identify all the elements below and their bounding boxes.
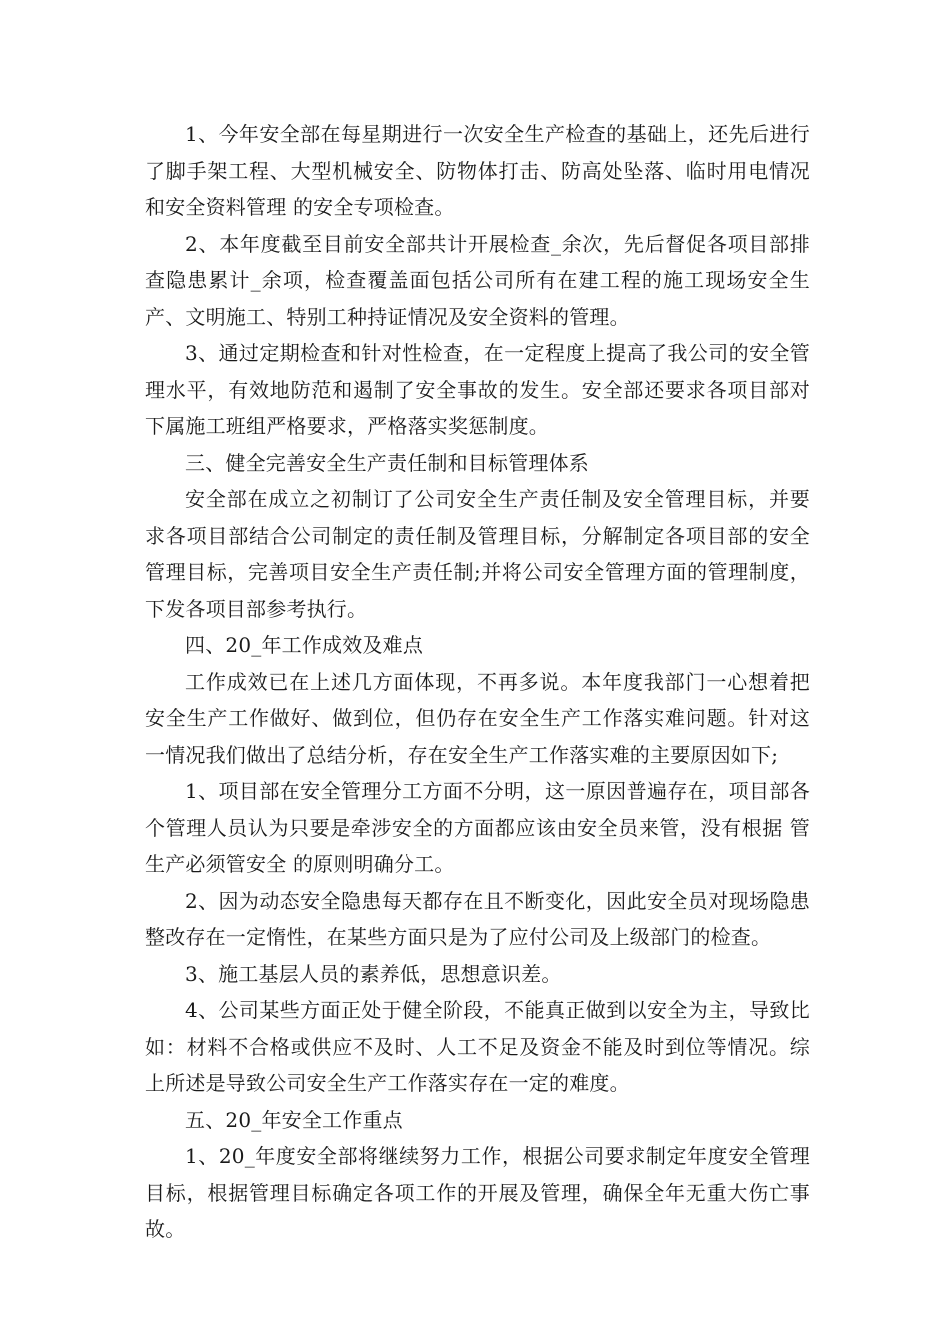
- paragraph-results-summary: 工作成效已在上述几方面体现，不再多说。本年度我部门一心想着把安全生产工作做好、做到位，但仍存在安全生产工作落实难问题。针对这一情况我们做出了总结分析，存在安全生产工作落实难的主要原因如下;: [145, 669, 810, 767]
- paragraph-inspection-frequency: 1、今年安全部在每星期进行一次安全生产检查的基础上，还先后进行了脚手架工程、大型机械安全、防物体打击、防高处坠落、临时用电情况和安全资料管理 的安全专项检查。: [145, 122, 810, 219]
- paragraph-inspection-count: 2、本年度截至目前安全部共计开展检查_余次，先后督促各项目部排查隐患累计_余项，检查覆盖面包括公司所有在建工程的施工现场安全生产、文明施工、特别工种持证情况及安全资料的管理。: [145, 231, 810, 329]
- paragraph-difficulty-division: 1、项目部在安全管理分工方面不分明，这一原因普遍存在，项目部各个管理人员认为只要是牵涉安全的方面都应该由安全员来管，没有根据 管生产必须管安全 的原则明确分工。: [145, 779, 810, 876]
- paragraph-responsibility-system: 安全部在成立之初制订了公司安全生产责任制及安全管理目标，并要求各项目部结合公司制定的责任制及管理目标，分解制定各项目部的安全管理目标，完善项目安全生产责任制;并将公司安全管理方面的管理制度，下发各项目部参考执行。: [145, 487, 810, 621]
- paragraph-difficulty-staff: 3、施工基层人员的素养低，思想意识差。: [185, 961, 562, 986]
- paragraph-inspection-effect: 3、通过定期检查和针对性检查，在一定程度上提高了我公司的安全管理水平，有效地防范和遏制了安全事故的发生。安全部还要求各项目部对下属施工班组严格要求，严格落实奖惩制度。: [145, 341, 810, 438]
- paragraph-key-work-goals: 1、20_年度安全部将继续努力工作，根据公司要求制定年度安全管理目标，根据管理目标确定各项工作的开展及管理，确保全年无重大伤亡事故。: [145, 1144, 810, 1241]
- section-heading-results-difficulties: 四、20_年工作成效及难点: [185, 633, 424, 657]
- section-heading-responsibility-system: 三、健全完善安全生产责任制和目标管理体系: [185, 450, 589, 475]
- section-heading-key-work: 五、20_年安全工作重点: [185, 1107, 403, 1132]
- paragraph-difficulty-company: 4、公司某些方面正处于健全阶段，不能真正做到以安全为主，导致比如：材料不合格或供应不及时、人工不足及资金不能及时到位等情况。综上所述是导致公司安全生产工作落实存在一定的难度。: [145, 998, 810, 1095]
- paragraph-difficulty-hazards: 2、因为动态安全隐患每天都存在且不断变化，因此安全员对现场隐患整改存在一定惰性，在某些方面只是为了应付公司及上级部门的检查。: [145, 888, 810, 949]
- document-body: [145, 116, 810, 1248]
